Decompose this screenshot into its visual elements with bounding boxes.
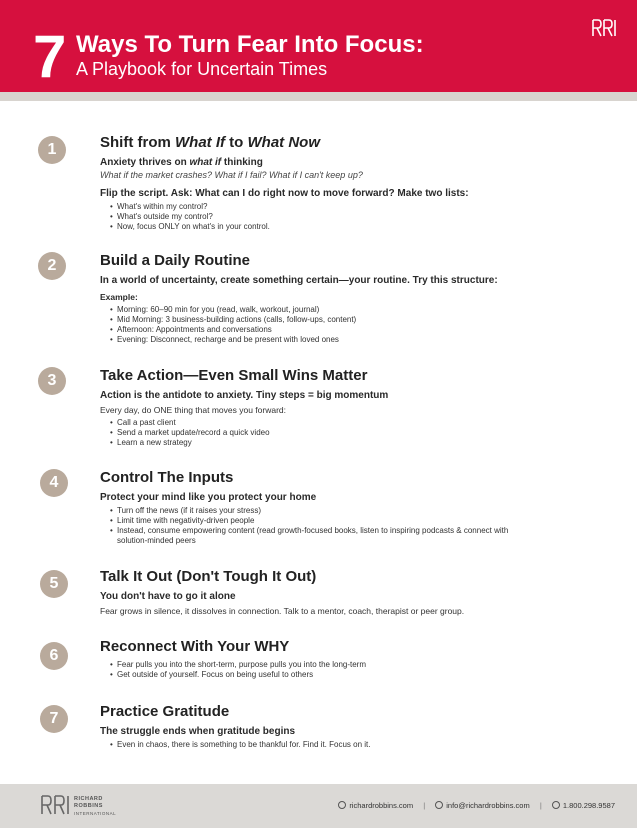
section-title: Build a Daily Routine — [100, 252, 251, 269]
section-number-badge: 6 — [40, 642, 68, 670]
list-item: • Mid Morning: 3 business-building actions (calls, follow-ups, content) — [110, 315, 570, 325]
section-lead: Action is the antidote to anxiety. Tiny steps = big momentum — [100, 390, 389, 401]
website-icon — [338, 801, 346, 809]
list-item: • Call a past client — [110, 418, 570, 428]
email-icon — [435, 801, 443, 809]
section-title: Reconnect With Your WHY — [100, 638, 290, 655]
section-title: Practice Gratitude — [100, 703, 230, 720]
section-body — [100, 725, 570, 750]
section-lead: The struggle ends when gratitude begins — [100, 726, 296, 737]
header-banner — [0, 0, 637, 92]
list-item: • Evening: Disconnect, recharge and be present with loved ones — [110, 335, 570, 345]
list-item: • Turn off the news (if it raises your stress) — [110, 506, 570, 516]
section-number-badge: 4 — [40, 469, 68, 497]
footer-contacts: richardrobbins.com | info@richardrobbins.com | 1.800.298.9587 — [338, 800, 615, 812]
section-lead-2: Flip the script. Ask: What can I do right now to move forward? Make two lists: — [100, 188, 469, 199]
section-title: Talk It Out (Don't Tough It Out) — [100, 568, 317, 585]
footer — [0, 784, 637, 828]
section-number-badge: 3 — [38, 367, 66, 395]
bullet-list — [110, 305, 570, 345]
list-item: • Send a market update/record a quick video — [110, 428, 570, 438]
section-title: Shift from What If to What Now — [100, 134, 320, 151]
list-item: • Even in chaos, there is something to be thankful for. Find it. Focus on it. — [110, 740, 570, 750]
bullet-list — [110, 418, 570, 448]
section-number-badge: 5 — [40, 570, 68, 598]
section-number-badge: 7 — [40, 705, 68, 733]
section-number-badge: 1 — [38, 136, 66, 164]
section-lead: In a world of uncertainty, create something certain—your routine. Try this structure: — [100, 275, 498, 286]
list-item: • Afternoon: Appointments and conversations — [110, 325, 570, 335]
list-item: • Fear pulls you into the short-term, purpose pulls you into the long-term — [110, 660, 570, 670]
section-body — [100, 590, 570, 617]
header-number: 7 — [33, 23, 67, 90]
section-body — [100, 491, 570, 546]
header-divider — [0, 92, 637, 101]
list-item: • What's outside my control? — [110, 212, 570, 222]
section-text: Fear grows in silence, it dissolves in connection. Talk to a mentor, coach, therapist or peer group. — [100, 606, 465, 616]
bullet-list — [110, 506, 570, 546]
page-title: Ways To Turn Fear Into Focus: — [76, 31, 424, 58]
list-item: • Limit time with negativity-driven people — [110, 516, 570, 526]
section-lead: Protect your mind like you protect your home — [100, 492, 317, 503]
rri-footer-logo-icon — [40, 794, 70, 816]
footer-brand: RICHARD ROBBINS INTERNATIONAL — [74, 796, 117, 816]
page-subtitle: A Playbook for Uncertain Times — [76, 59, 328, 79]
section-lead: You don't have to go it alone — [100, 591, 236, 602]
bullet-list — [110, 660, 570, 680]
phone-number[interactable]: 1.800.298.9587 — [562, 801, 615, 810]
section-italic-text: What if the market crashes? What if I fail? What if I can't keep up? — [100, 170, 363, 180]
list-item: • Instead, consume empowering content (read growth-focused books, listen to inspiring podcasts & connect with solution-minded peers — [110, 526, 530, 546]
bullet-list — [110, 740, 570, 750]
section-body — [100, 274, 570, 345]
example-label: Example: — [100, 292, 138, 302]
email-link[interactable]: info@richardrobbins.com — [446, 801, 530, 810]
phone-icon — [552, 801, 560, 809]
list-item: • Get outside of yourself. Focus on being useful to others — [110, 670, 570, 680]
list-item: • Now, focus ONLY on what's in your control. — [110, 222, 570, 232]
section-title: Control The Inputs — [100, 469, 234, 486]
section-lead: Anxiety thrives on what if thinking — [100, 157, 263, 168]
list-item: • Morning: 60–90 min for you (read, walk, workout, journal) — [110, 305, 570, 315]
bullet-list — [110, 202, 570, 232]
rri-logo-icon — [591, 18, 617, 38]
website-link[interactable]: richardrobbins.com — [349, 801, 414, 810]
section-number-badge: 2 — [38, 252, 66, 280]
section-body — [100, 389, 570, 448]
section-text: Every day, do ONE thing that moves you forward: — [100, 405, 286, 415]
section-title: Take Action—Even Small Wins Matter — [100, 367, 368, 384]
list-item: • Learn a new strategy — [110, 438, 570, 448]
list-item: • What's within my control? — [110, 202, 570, 212]
section-body — [100, 658, 570, 680]
section-body — [100, 156, 570, 232]
